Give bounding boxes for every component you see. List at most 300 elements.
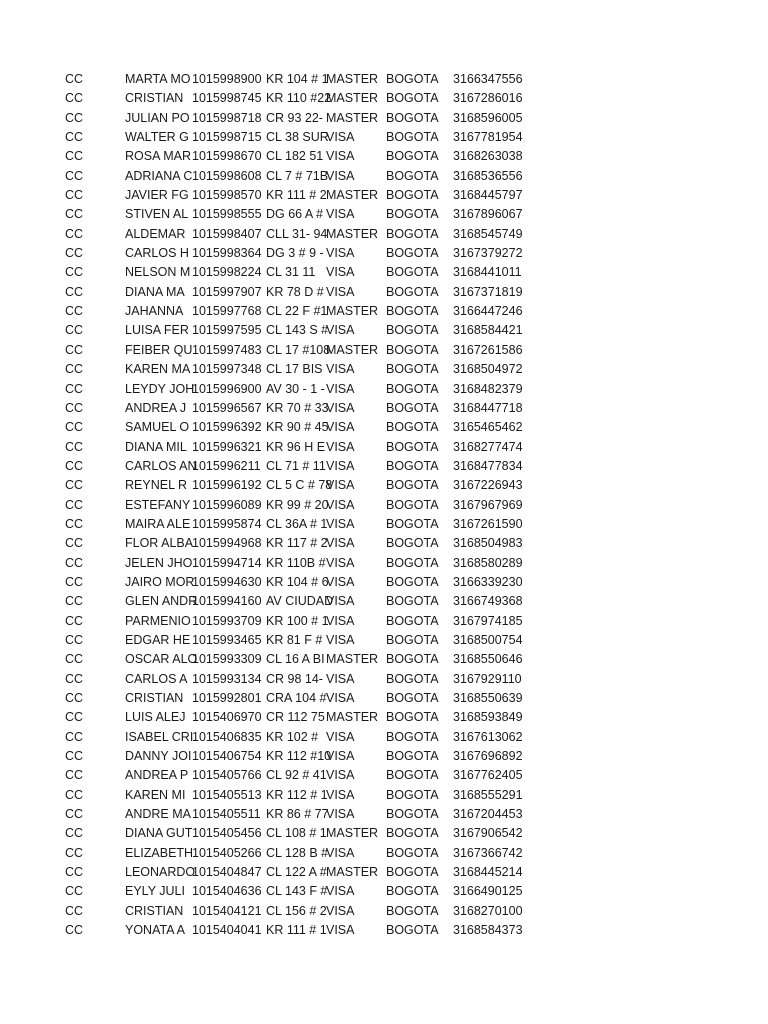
- card-type-cell: VISA: [326, 903, 355, 918]
- id-number-cell: 1015994160: [192, 594, 262, 609]
- address-cell: CL 7 # 71B: [266, 168, 329, 183]
- city-cell: BOGOTA: [386, 381, 439, 396]
- id-type-cell: CC: [65, 787, 84, 802]
- address-cell: KR 110 #22: [266, 91, 332, 106]
- id-type-cell: CC: [65, 594, 84, 609]
- id-type-cell: CC: [65, 381, 84, 396]
- id-type-cell: CC: [65, 884, 84, 899]
- city-cell: BOGOTA: [386, 632, 439, 647]
- city-cell: BOGOTA: [386, 458, 439, 473]
- name-cell: MAIRA ALE: [125, 516, 191, 531]
- card-type-cell: VISA: [326, 671, 355, 686]
- address-cell: CL 16 A BI: [266, 652, 325, 667]
- id-number-cell: 1015998364: [192, 246, 262, 261]
- table-row: [0, 70, 768, 89]
- city-cell: BOGOTA: [386, 826, 439, 841]
- card-type-cell: VISA: [326, 323, 355, 338]
- city-cell: BOGOTA: [386, 130, 439, 145]
- address-cell: CL 143 S #: [266, 323, 329, 338]
- card-type-cell: MASTER: [326, 110, 379, 125]
- phone-cell: 3167906542: [453, 826, 523, 841]
- card-type-cell: MASTER: [326, 91, 379, 106]
- id-type-cell: CC: [65, 265, 84, 280]
- table-row: [0, 650, 768, 669]
- city-cell: BOGOTA: [386, 768, 439, 783]
- id-type-cell: CC: [65, 168, 84, 183]
- address-cell: KR 104 # 1: [266, 72, 329, 86]
- phone-cell: 3167204453: [453, 807, 523, 822]
- id-type-cell: CC: [65, 729, 84, 744]
- table-row: [0, 515, 768, 534]
- card-type-cell: MASTER: [326, 342, 379, 357]
- id-type-cell: CC: [65, 72, 84, 86]
- phone-cell: 3167261586: [453, 342, 523, 357]
- city-cell: BOGOTA: [386, 729, 439, 744]
- name-cell: LEYDY JOH: [125, 381, 195, 396]
- table-row: [0, 283, 768, 302]
- name-cell: JAHANNA: [125, 304, 184, 319]
- city-cell: BOGOTA: [386, 555, 439, 570]
- phone-cell: 3168445797: [453, 188, 523, 203]
- card-type-cell: VISA: [326, 478, 355, 493]
- city-cell: BOGOTA: [386, 304, 439, 319]
- id-number-cell: 1015992801: [192, 691, 262, 705]
- address-cell: CL 36A # 1: [266, 516, 328, 531]
- phone-cell: 3166749368: [453, 594, 523, 609]
- card-type-cell: VISA: [326, 884, 355, 899]
- table-row: [0, 438, 768, 457]
- card-type-cell: MASTER: [326, 710, 379, 725]
- phone-cell: 3168441011: [453, 265, 522, 280]
- table-row: [0, 631, 768, 650]
- table-row: [0, 612, 768, 631]
- name-cell: YONATA A: [125, 923, 185, 938]
- table-row: [0, 147, 768, 166]
- id-type-cell: CC: [65, 362, 84, 377]
- id-number-cell: 1015996392: [192, 420, 262, 435]
- name-cell: DANNY JOI: [125, 749, 192, 764]
- city-cell: BOGOTA: [386, 594, 439, 609]
- name-cell: CRISTIAN: [125, 691, 184, 705]
- card-type-cell: MASTER: [326, 304, 379, 319]
- name-cell: NELSON M: [125, 265, 191, 280]
- city-cell: BOGOTA: [386, 652, 439, 667]
- id-number-cell: 1015993709: [192, 613, 262, 628]
- address-cell: AV CIUDAD: [266, 594, 334, 609]
- id-number-cell: 1015996900: [192, 381, 262, 396]
- name-cell: DIANA MIL: [125, 439, 187, 454]
- id-number-cell: 1015997483: [192, 342, 262, 357]
- card-type-cell: VISA: [326, 420, 355, 435]
- phone-cell: 3168445214: [453, 865, 523, 880]
- name-cell: JULIAN PO: [125, 110, 190, 125]
- name-cell: ANDRE MA: [125, 807, 191, 822]
- table-row: [0, 689, 768, 708]
- city-cell: BOGOTA: [386, 574, 439, 589]
- table-row: [0, 167, 768, 186]
- name-cell: JAVIER FG: [125, 188, 189, 203]
- id-number-cell: 1015404636: [192, 884, 262, 899]
- id-number-cell: 1015997595: [192, 323, 262, 338]
- city-cell: BOGOTA: [386, 226, 439, 241]
- card-type-cell: VISA: [326, 613, 355, 628]
- name-cell: ANDREA P: [125, 768, 189, 783]
- address-cell: CL 17 #108: [266, 342, 331, 357]
- address-cell: CL 143 F #: [266, 884, 328, 899]
- id-number-cell: 1015405513: [192, 787, 262, 802]
- city-cell: BOGOTA: [386, 923, 439, 938]
- table-row: [0, 844, 768, 863]
- table-row: [0, 457, 768, 476]
- city-cell: BOGOTA: [386, 865, 439, 880]
- id-type-cell: CC: [65, 91, 84, 106]
- id-number-cell: 1015404121: [192, 903, 262, 918]
- id-type-cell: CC: [65, 555, 84, 570]
- phone-cell: 3168504983: [453, 536, 523, 551]
- address-cell: KR 112 # 1: [266, 787, 328, 802]
- table-row: [0, 534, 768, 553]
- id-type-cell: CC: [65, 749, 84, 764]
- table-row: [0, 863, 768, 882]
- table-row: [0, 128, 768, 147]
- table-row: [0, 708, 768, 727]
- city-cell: BOGOTA: [386, 284, 439, 299]
- id-number-cell: 1015998715: [192, 130, 262, 145]
- id-type-cell: CC: [65, 497, 84, 512]
- name-cell: MARTA MO: [125, 72, 191, 86]
- table-row: [0, 786, 768, 805]
- phone-cell: 3167379272: [453, 246, 523, 261]
- table-row: [0, 476, 768, 495]
- city-cell: BOGOTA: [386, 439, 439, 454]
- phone-cell: 3168447718: [453, 400, 523, 415]
- address-cell: CL 5 C # 78: [266, 478, 333, 493]
- card-type-cell: VISA: [326, 574, 355, 589]
- card-type-cell: VISA: [326, 265, 355, 280]
- name-cell: CARLOS A: [125, 671, 188, 686]
- phone-cell: 3168555291: [453, 787, 523, 802]
- name-cell: ROSA MAR: [125, 149, 191, 164]
- phone-cell: 3168593849: [453, 710, 523, 725]
- id-type-cell: CC: [65, 304, 84, 319]
- phone-cell: 3168550646: [453, 652, 523, 667]
- id-type-cell: CC: [65, 246, 84, 261]
- city-cell: BOGOTA: [386, 516, 439, 531]
- table-row: [0, 186, 768, 205]
- name-cell: WALTER G: [125, 130, 189, 145]
- phone-cell: 3167226943: [453, 478, 523, 493]
- address-cell: CRA 104 #: [266, 691, 327, 705]
- name-cell: ISABEL CRI: [125, 729, 194, 744]
- address-cell: CL 128 B #: [266, 845, 329, 860]
- card-type-cell: VISA: [326, 497, 355, 512]
- name-cell: CRISTIAN: [125, 903, 184, 918]
- name-cell: ELIZABETH: [125, 845, 194, 860]
- name-cell: DIANA MA: [125, 284, 185, 299]
- phone-cell: 3168270100: [453, 903, 523, 918]
- phone-cell: 3167974185: [453, 613, 523, 628]
- phone-cell: 3166490125: [453, 884, 523, 899]
- phone-cell: 3168263038: [453, 149, 523, 164]
- id-number-cell: 1015998407: [192, 226, 262, 241]
- id-type-cell: CC: [65, 478, 84, 493]
- id-type-cell: CC: [65, 110, 84, 125]
- id-type-cell: CC: [65, 516, 84, 531]
- table-row: [0, 728, 768, 747]
- phone-cell: 3168545749: [453, 226, 523, 241]
- phone-cell: 3167781954: [453, 130, 523, 145]
- phone-cell: 3167967969: [453, 497, 523, 512]
- id-number-cell: 1015995874: [192, 516, 262, 531]
- city-cell: BOGOTA: [386, 246, 439, 261]
- card-type-cell: VISA: [326, 845, 355, 860]
- address-cell: CR 112 75: [266, 710, 325, 725]
- card-type-cell: VISA: [326, 381, 355, 396]
- card-type-cell: VISA: [326, 787, 355, 802]
- city-cell: BOGOTA: [386, 671, 439, 686]
- id-number-cell: 1015993309: [192, 652, 262, 667]
- id-type-cell: CC: [65, 903, 84, 918]
- phone-cell: 3168580289: [453, 555, 523, 570]
- phone-cell: 3167286016: [453, 91, 523, 106]
- city-cell: BOGOTA: [386, 91, 439, 106]
- id-number-cell: 1015996321: [192, 439, 262, 454]
- phone-cell: 3168277474: [453, 439, 523, 454]
- table-row: [0, 766, 768, 785]
- address-cell: CL 156 # 2: [266, 903, 327, 918]
- name-cell: STIVEN AL: [125, 207, 189, 222]
- id-type-cell: CC: [65, 342, 84, 357]
- id-number-cell: 1015405511: [192, 807, 261, 822]
- card-type-cell: VISA: [326, 594, 355, 609]
- card-type-cell: VISA: [326, 516, 355, 531]
- address-cell: DG 66 A #: [266, 207, 323, 222]
- phone-cell: 3168584373: [453, 923, 523, 938]
- id-number-cell: 1015998718: [192, 110, 262, 125]
- city-cell: BOGOTA: [386, 323, 439, 338]
- address-cell: KR 90 # 45: [266, 420, 329, 435]
- phone-cell: 3166447246: [453, 304, 523, 319]
- id-number-cell: 1015998224: [192, 265, 262, 280]
- card-type-cell: MASTER: [326, 188, 379, 203]
- card-type-cell: VISA: [326, 807, 355, 822]
- id-type-cell: CC: [65, 323, 84, 338]
- address-cell: CL 92 # 41: [266, 768, 327, 783]
- id-type-cell: CC: [65, 188, 84, 203]
- name-cell: EDGAR HE: [125, 632, 191, 647]
- id-type-cell: CC: [65, 149, 84, 164]
- name-cell: ANDREA J: [125, 400, 187, 415]
- card-type-cell: MASTER: [326, 652, 379, 667]
- name-cell: KAREN MI: [125, 787, 186, 802]
- address-cell: CL 108 # 1: [266, 826, 327, 841]
- address-cell: KR 99 # 20: [266, 497, 329, 512]
- name-cell: KAREN MA: [125, 362, 191, 377]
- table-row: [0, 902, 768, 921]
- card-type-cell: VISA: [326, 168, 355, 183]
- city-cell: BOGOTA: [386, 497, 439, 512]
- address-cell: KR 104 # 6: [266, 574, 329, 589]
- id-type-cell: CC: [65, 284, 84, 299]
- id-type-cell: CC: [65, 807, 84, 822]
- card-type-cell: VISA: [326, 923, 355, 938]
- card-type-cell: VISA: [326, 555, 355, 570]
- phone-cell: 3167613062: [453, 729, 523, 744]
- phone-cell: 3168482379: [453, 381, 523, 396]
- table-row: [0, 263, 768, 282]
- phone-cell: 3168536556: [453, 168, 523, 183]
- address-cell: CL 182 51: [266, 149, 324, 164]
- id-type-cell: CC: [65, 710, 84, 725]
- phone-cell: 3167896067: [453, 207, 523, 222]
- address-cell: KR 86 # 77: [266, 807, 329, 822]
- id-number-cell: 1015996192: [192, 478, 262, 493]
- city-cell: BOGOTA: [386, 884, 439, 899]
- address-cell: DG 3 # 9 -: [266, 246, 324, 261]
- address-cell: KR 111 # 2: [266, 188, 327, 203]
- phone-cell: 3168596005: [453, 110, 523, 125]
- city-cell: BOGOTA: [386, 420, 439, 435]
- name-cell: JELEN JHO: [125, 555, 193, 570]
- city-cell: BOGOTA: [386, 342, 439, 357]
- name-cell: FLOR ALBA: [125, 536, 194, 551]
- phone-cell: 3168584421: [453, 323, 523, 338]
- phone-cell: 3167762405: [453, 768, 523, 783]
- phone-cell: 3168504972: [453, 362, 523, 377]
- address-cell: KR 100 # 1: [266, 613, 329, 628]
- address-cell: CL 31 11: [266, 265, 316, 280]
- table-row: [0, 670, 768, 689]
- id-type-cell: CC: [65, 671, 84, 686]
- table-row: [0, 921, 768, 940]
- address-cell: CL 22 F #1: [266, 304, 328, 319]
- name-cell: REYNEL R: [125, 478, 188, 493]
- id-type-cell: CC: [65, 632, 84, 647]
- id-type-cell: CC: [65, 865, 84, 880]
- address-cell: KR 112 #10: [266, 749, 332, 764]
- city-cell: BOGOTA: [386, 362, 439, 377]
- card-type-cell: VISA: [326, 207, 355, 222]
- table-row: [0, 399, 768, 418]
- phone-cell: 3166347556: [453, 72, 523, 86]
- card-type-cell: VISA: [326, 536, 355, 551]
- id-number-cell: 1015994968: [192, 536, 262, 551]
- table-row: [0, 205, 768, 224]
- id-number-cell: 1015405766: [192, 768, 262, 783]
- id-number-cell: 1015997768: [192, 304, 262, 319]
- city-cell: BOGOTA: [386, 845, 439, 860]
- id-number-cell: 1015993134: [192, 671, 262, 686]
- name-cell: CARLOS H: [125, 246, 189, 261]
- table-row: [0, 882, 768, 901]
- id-type-cell: CC: [65, 458, 84, 473]
- city-cell: BOGOTA: [386, 110, 439, 125]
- card-type-cell: VISA: [326, 246, 355, 261]
- name-cell: FEIBER QU: [125, 342, 193, 357]
- id-number-cell: 1015404847: [192, 865, 262, 880]
- name-cell: LEONARDO: [125, 865, 196, 880]
- address-cell: CR 93 22-: [266, 110, 323, 125]
- name-cell: LUISA FER: [125, 323, 189, 338]
- card-type-cell: MASTER: [326, 826, 379, 841]
- id-number-cell: 1015994630: [192, 574, 262, 589]
- id-number-cell: 1015996089: [192, 497, 262, 512]
- id-type-cell: CC: [65, 845, 84, 860]
- address-cell: KR 111 # 1: [266, 923, 327, 938]
- card-type-cell: VISA: [326, 400, 355, 415]
- table-row: [0, 747, 768, 766]
- id-type-cell: CC: [65, 768, 84, 783]
- name-cell: JAIRO MOR: [125, 574, 195, 589]
- table-row: [0, 418, 768, 437]
- city-cell: BOGOTA: [386, 400, 439, 415]
- table-row: [0, 341, 768, 360]
- name-cell: OSCAR ALO: [125, 652, 198, 667]
- id-number-cell: 1015406835: [192, 729, 262, 744]
- address-cell: KR 96 H E: [266, 439, 326, 454]
- id-type-cell: CC: [65, 536, 84, 551]
- city-cell: BOGOTA: [386, 265, 439, 280]
- city-cell: BOGOTA: [386, 168, 439, 183]
- card-type-cell: MASTER: [326, 865, 379, 880]
- id-number-cell: 1015997348: [192, 362, 262, 377]
- name-cell: LUIS ALEJ: [125, 710, 186, 725]
- table-row: [0, 380, 768, 399]
- card-type-cell: VISA: [326, 439, 355, 454]
- data-table: [0, 70, 768, 940]
- id-type-cell: CC: [65, 691, 84, 705]
- card-type-cell: VISA: [326, 362, 355, 377]
- id-type-cell: CC: [65, 400, 84, 415]
- table-row: [0, 244, 768, 263]
- id-number-cell: 1015998555: [192, 207, 262, 222]
- address-cell: KR 70 # 33: [266, 400, 329, 415]
- city-cell: BOGOTA: [386, 149, 439, 164]
- table-row: [0, 573, 768, 592]
- table-row: [0, 554, 768, 573]
- phone-cell: 3167696892: [453, 749, 523, 764]
- table-row: [0, 360, 768, 379]
- phone-cell: 3168500754: [453, 632, 523, 647]
- id-number-cell: 1015994714: [192, 555, 262, 570]
- address-cell: KR 102 #: [266, 729, 319, 744]
- address-cell: KR 78 D #: [266, 284, 324, 299]
- table-row: [0, 321, 768, 340]
- table-row: [0, 302, 768, 321]
- city-cell: BOGOTA: [386, 207, 439, 222]
- name-cell: EYLY JULI: [125, 884, 185, 899]
- city-cell: BOGOTA: [386, 72, 439, 86]
- card-type-cell: VISA: [326, 749, 355, 764]
- table-row: [0, 496, 768, 515]
- id-type-cell: CC: [65, 652, 84, 667]
- city-cell: BOGOTA: [386, 536, 439, 551]
- table-row: [0, 592, 768, 611]
- name-cell: DIANA GUT: [125, 826, 193, 841]
- address-cell: AV 30 - 1 -: [266, 381, 325, 396]
- card-type-cell: VISA: [326, 729, 355, 744]
- phone-cell: 3167366742: [453, 845, 523, 860]
- id-number-cell: 1015998745: [192, 91, 262, 106]
- phone-cell: 3167371819: [453, 284, 523, 299]
- id-number-cell: 1015405456: [192, 826, 262, 841]
- city-cell: BOGOTA: [386, 787, 439, 802]
- city-cell: BOGOTA: [386, 749, 439, 764]
- address-cell: CR 98 14-: [266, 671, 323, 686]
- city-cell: BOGOTA: [386, 188, 439, 203]
- address-cell: CLL 31- 94: [266, 226, 328, 241]
- id-number-cell: 1015996567: [192, 400, 262, 415]
